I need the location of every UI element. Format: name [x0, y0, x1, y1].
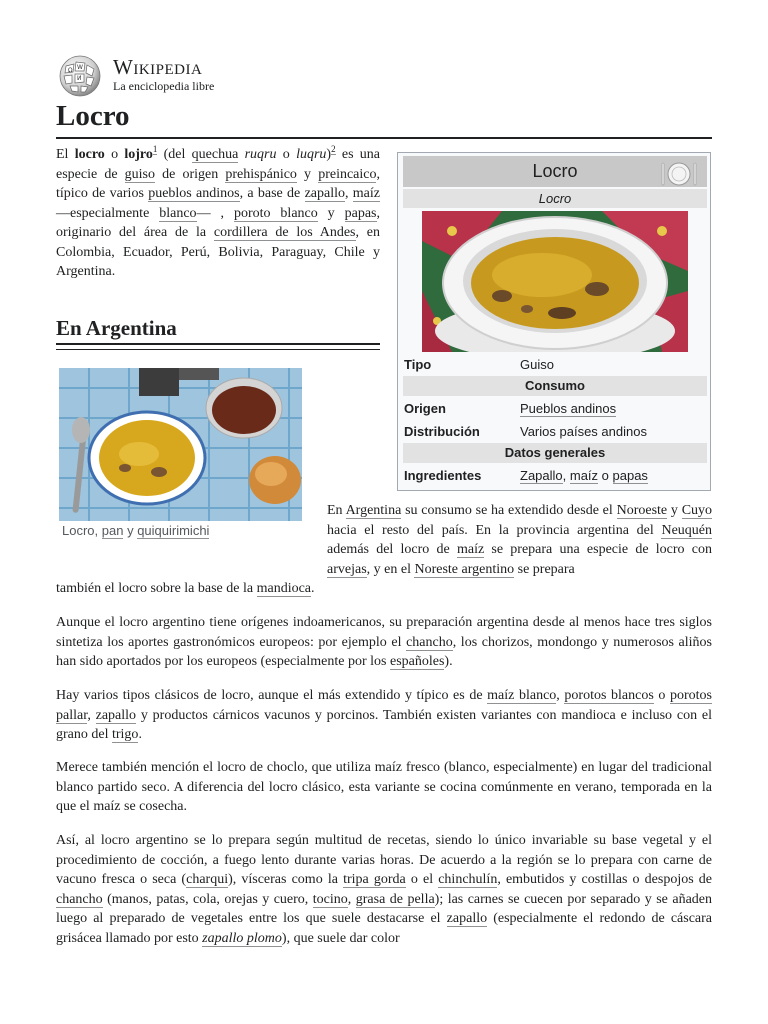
link-maiz-p1[interactable]: maíz	[456, 542, 485, 557]
infobox-row-distribucion	[403, 421, 707, 442]
title-divider	[56, 137, 712, 139]
link-neuquen[interactable]: Neuquén	[661, 522, 712, 538]
link-tripa-gorda[interactable]: tripa gorda	[343, 872, 406, 887]
infobox-value: Varios países andinos	[520, 424, 647, 439]
plate-cutlery-icon	[657, 161, 701, 187]
section-divider	[56, 349, 380, 350]
link-maiz-infobox[interactable]: maíz	[569, 468, 599, 483]
reference-link-1[interactable]: 1	[152, 144, 158, 155]
paragraph-4: Merece también mención el locro de choclo, que utiliza maíz fresco (blanco, especialmente) en lugar del tradicional blanco partido seco. A diferencia del locro clásico, esta variante se cocina comúnmente en verano, temporada en la que el maíz se cosecha.	[56, 760, 712, 814]
infobox-row-ingredientes: Ingredientes Zapallo, maíz o papas	[403, 465, 707, 486]
section-heading-en-argentina: En Argentina	[56, 316, 177, 340]
link-tocino[interactable]: tocino	[312, 891, 348, 907]
link-porotos-blancos[interactable]: porotos blancos	[564, 688, 654, 703]
infobox-label: Tipo	[404, 357, 432, 372]
link-trigo[interactable]: trigo	[111, 727, 139, 742]
link-zapallo-plomo[interactable]: zapallo plomo	[202, 930, 282, 946]
link-quechua[interactable]: quechua	[191, 147, 239, 162]
locro-bowl-photo[interactable]	[422, 211, 688, 352]
link-porotos-pallar[interactable]: porotos pallar	[56, 688, 712, 723]
thumb-caption: Locro, pan y quiquirimichi	[62, 523, 210, 538]
paragraph-2: Aunque el locro argentino tiene orígenes indoamericanos, su preparación argentina desde al menos hace tres siglos sintetiza los aportes gastronómicos europeos: por ejemplo el chancho, los chorizos, mondongo y numerosos aliños han sido aportados por los europeos (especialmente por los españoles).	[56, 615, 712, 669]
link-argentina[interactable]: Argentina	[345, 503, 402, 518]
infobox-row-tipo	[403, 354, 707, 375]
link-chinchulin[interactable]: chinchulín	[438, 872, 498, 887]
link-noroeste[interactable]: Noroeste	[616, 503, 668, 518]
link-quiquirimichi[interactable]: quiquirimichi	[137, 523, 210, 538]
infobox-title: Locro	[403, 156, 707, 187]
link-poroto-blanco[interactable]: poroto blanco	[233, 205, 318, 221]
infobox-value: Guiso	[520, 357, 554, 372]
reference-link-2[interactable]: 2	[331, 144, 336, 155]
paragraph-1-continued: también el locro sobre la base de la mandioca.	[56, 581, 315, 596]
link-arvejas[interactable]: arvejas	[327, 561, 367, 577]
paragraph-5: Así, al locro argentino se lo prepara según multitud de recetas, siendo lo único invariable su base vegetal y el procedimiento de cocción, a fuego lento durante varias horas. De acuerdo a la región se lo prepara con carne de vacuno fresca o seca (charqui), vísceras como la tripa gorda o el chinchulín, embutidos y costillas o despojos de chancho (manos, patas, cola, orejas y cuero, tocino, grasa de pella); las carnes se cuecen por separado y se añaden luego al preparado de vegetales entre los que suele destacarse el zapallo (especialmente el redondo de cáscara grisácea llamado por esto zapallo plomo), que suele dar color	[56, 833, 713, 946]
link-blanco[interactable]: blanco	[159, 205, 197, 221]
link-pueblos-andinos[interactable]: pueblos andinos	[148, 186, 240, 201]
link-chancho[interactable]: chancho	[406, 634, 453, 650]
infobox-header-datos: Datos generales	[403, 443, 707, 463]
link-zapallo-infobox[interactable]: Zapallo	[520, 468, 563, 483]
wikipedia-wordmark[interactable]: Wikipedia	[113, 55, 203, 79]
link-maiz[interactable]: maíz	[352, 186, 381, 201]
link-chancho-p5[interactable]: chancho	[56, 891, 103, 907]
link-papas-infobox[interactable]: papas	[612, 468, 648, 483]
bold-term-lojro: lojro	[124, 147, 153, 162]
infobox-row-origen	[403, 398, 707, 419]
link-guiso[interactable]: guiso	[124, 166, 156, 182]
link-mandioca[interactable]: mandioca	[256, 581, 312, 596]
link-cordillera-andes[interactable]: cordillera de los Andes	[213, 225, 356, 240]
wikipedia-globe-icon[interactable]	[56, 54, 104, 98]
infobox-header-consumo: Consumo	[403, 376, 707, 396]
paragraph-3: Hay varios tipos clásicos de locro, aunque el más extendido y típico es de maíz blanco, porotos blancos o porotos pallar, zapallo y productos cárnicos vacunos y porcinos. También existen variantes con mandioca e incluso con el grano del trigo.	[56, 688, 712, 742]
link-espanoles[interactable]: españoles	[389, 654, 445, 669]
page-title: Locro	[56, 100, 130, 132]
infobox	[397, 152, 711, 491]
svg-text:W: W	[77, 64, 83, 71]
link-pueblos-andinos-infobox[interactable]: Pueblos andinos	[520, 401, 617, 416]
infobox-label: Distribución	[404, 424, 480, 439]
bold-term-locro: locro	[74, 147, 105, 162]
wikipedia-tagline: La enciclopedia libre	[113, 79, 215, 93]
link-zapallo[interactable]: zapallo	[304, 186, 345, 201]
link-noreste-argentino[interactable]: Noreste argentino	[414, 561, 515, 577]
section-divider	[56, 343, 380, 345]
link-grasa-de-pella[interactable]: grasa de pella	[355, 891, 435, 907]
link-preincaico[interactable]: preincaico	[318, 166, 377, 182]
link-zapallo-p5[interactable]: zapallo	[446, 911, 488, 926]
infobox-label: Ingredientes	[404, 468, 482, 483]
infobox-label: Origen	[404, 401, 446, 416]
svg-text:И: И	[77, 75, 82, 82]
svg-text:Ω: Ω	[68, 67, 73, 74]
link-prehispanico[interactable]: prehispánico	[225, 166, 297, 182]
link-maiz-blanco[interactable]: maíz blanco	[487, 688, 557, 703]
link-papas[interactable]: papas	[344, 205, 377, 221]
locro-pan-quiquirimichi-photo[interactable]	[59, 368, 302, 521]
intro-paragraph: El locro o lojro$^1$ (del quechua ruqru o luqru)$^2$ es una especie de guiso de origen prehispánico y preincaico, típico de varios pueblos andinos, a base de zapallo, maíz —especialmente blanco— , poroto blanco y papas, originario del área de la cordillera de los Andes, en Colombia, Ecuador, Perú, Bolivia, Paraguay, Chile y Argentina.	[56, 144, 381, 279]
infobox-subtitle: Locro	[403, 189, 707, 208]
paragraph-1: En Argentina su consumo se ha extendido desde el Noroeste y Cuyo hacia el resto del país. En la provincia argentina del Neuquén además del locro de maíz se prepara una especie de locro con arvejas, y en el Noreste argentino se prepara	[327, 503, 713, 577]
link-zapallo-p3[interactable]: zapallo	[95, 707, 137, 723]
link-pan[interactable]: pan	[101, 523, 124, 538]
link-cuyo[interactable]: Cuyo	[681, 503, 713, 518]
link-charqui[interactable]: charqui	[186, 872, 229, 887]
